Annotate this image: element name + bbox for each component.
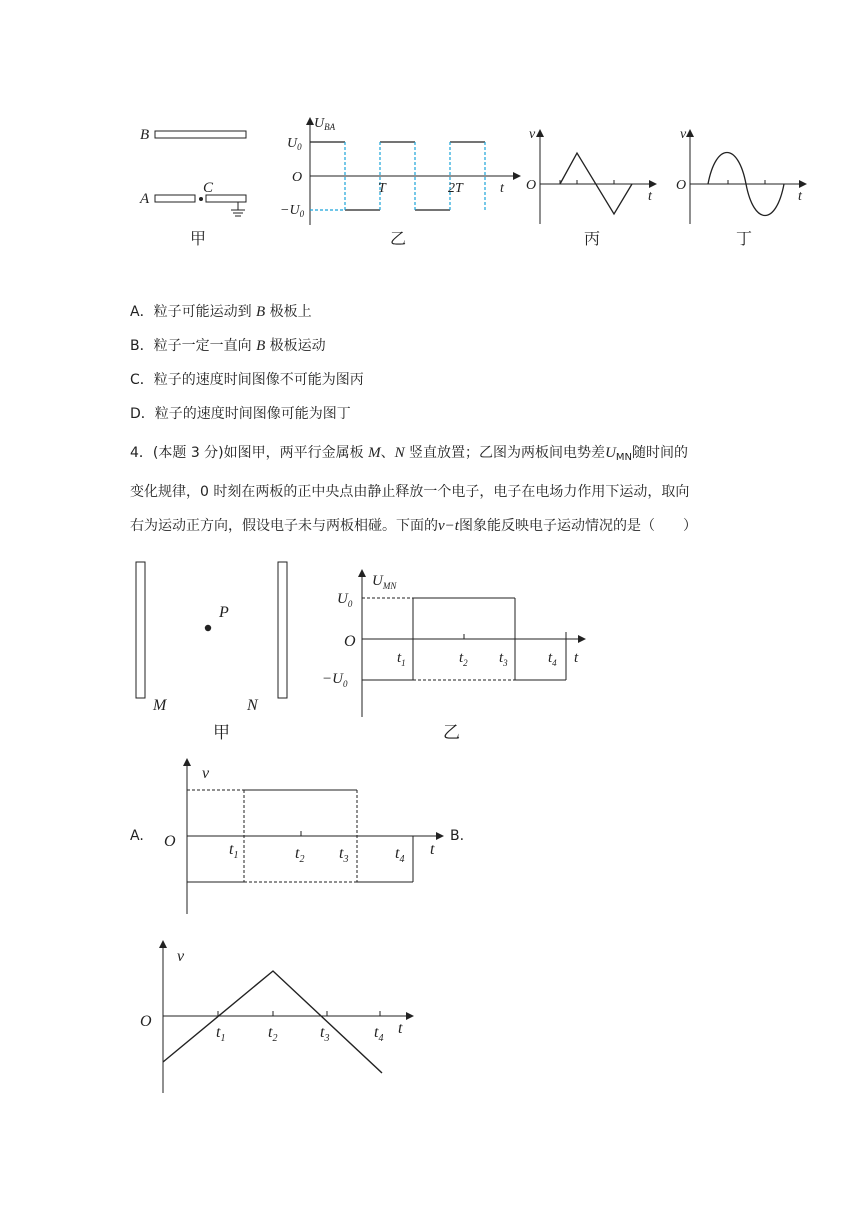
question-4-line1: 4．(本题 3 分)如图甲，两平行金属板 M、N 竖直放置；乙图为两板间电势差$U_{MN}$随时间的 xyxy=(130,445,689,463)
question-4-line3: 右为运动正方向，假设电子未与两板相碰。下面的v−t图象能反映电子运动情况的是（ ） xyxy=(130,518,697,534)
answer-b-v: v xyxy=(177,948,185,965)
answer-a-label[interactable]: A. xyxy=(130,828,144,844)
answer-a-origin: O xyxy=(164,833,176,850)
plate-b-label: B xyxy=(140,127,150,143)
ding-origin: O xyxy=(676,178,687,193)
bing-origin: O xyxy=(526,178,537,193)
answer-b-t4: $t_4$ xyxy=(374,1024,384,1044)
m-label: M xyxy=(153,697,167,714)
tick-2T: 2T xyxy=(448,181,463,196)
bing-v: v xyxy=(529,127,536,142)
neg-u0-label: $-U_0$ xyxy=(280,203,305,219)
ding-v: v xyxy=(680,127,687,142)
p-label: P xyxy=(219,604,229,621)
plate-c xyxy=(206,195,246,202)
q4-t1: $t_1$ xyxy=(397,650,406,668)
bing-t: t xyxy=(648,189,652,204)
answer-b-t2: $t_2$ xyxy=(268,1024,278,1044)
answer-a-t3: $t_3$ xyxy=(339,845,349,865)
answer-a-v: v xyxy=(202,765,210,782)
option-c: C．粒子的速度时间图像不可能为图丙 xyxy=(130,372,364,388)
q4-t3: $t_3$ xyxy=(499,650,508,668)
ding-figure xyxy=(676,127,806,248)
answer-b-t3: $t_3$ xyxy=(320,1024,330,1044)
answer-a-t2: $t_2$ xyxy=(295,845,305,865)
plates-figure xyxy=(139,127,246,248)
plate-b xyxy=(155,131,246,138)
q4-yi-figure xyxy=(322,570,585,743)
ylabel-u: $U_{BA}$ xyxy=(314,116,336,132)
answer-b-t1: $t_1$ xyxy=(216,1024,226,1044)
q4-t-axis: t xyxy=(574,650,579,666)
answer-b-label[interactable]: B. xyxy=(450,828,465,844)
caption-yi: 乙 xyxy=(390,229,407,248)
q4-t2: $t_2$ xyxy=(459,650,468,668)
option-b: B．粒子一定一直向 B 极板运动 xyxy=(130,338,326,354)
plate-m xyxy=(136,562,145,698)
figures-row xyxy=(0,0,860,260)
q4-caption-jia: 甲 xyxy=(213,723,230,743)
answer-a-t: t xyxy=(430,841,435,858)
q4-t4: $t_4$ xyxy=(548,650,557,668)
q4-figures xyxy=(0,550,860,750)
plate-a-label: A xyxy=(140,191,150,207)
q4-origin: O xyxy=(344,633,356,650)
caption-jia: 甲 xyxy=(190,229,207,248)
square-wave-figure xyxy=(280,116,520,248)
option-d: D．粒子的速度时间图像可能为图丁 xyxy=(130,406,351,422)
answer-a-t1: $t_1$ xyxy=(229,841,239,861)
answer-b-graph xyxy=(130,935,430,1100)
n-label: N xyxy=(247,697,258,714)
tick-T: T xyxy=(378,181,386,196)
point-c-label: C xyxy=(203,180,214,196)
plate-n xyxy=(278,562,287,698)
q4-neg-u0: $-U_0$ xyxy=(322,671,348,689)
point-p xyxy=(205,625,211,631)
answer-b-t: t xyxy=(398,1020,403,1037)
bing-figure xyxy=(526,127,656,248)
answer-a-t4: $t_4$ xyxy=(395,845,405,865)
q4-ylabel: $U_{MN}$ xyxy=(372,573,397,591)
answer-b-origin: O xyxy=(140,1013,152,1030)
q4-u0: $U_0$ xyxy=(337,591,353,609)
option-a: A．粒子可能运动到 B 极板上 xyxy=(130,304,312,320)
caption-ding: 丁 xyxy=(736,229,753,248)
x-label-t: t xyxy=(500,181,504,196)
ding-t: t xyxy=(798,189,802,204)
u0-label: $U_0$ xyxy=(287,136,302,152)
answer-b-curve xyxy=(163,971,382,1073)
q4-caption-yi: 乙 xyxy=(443,723,460,743)
q4-jia-figure xyxy=(136,562,287,743)
plate-a xyxy=(155,195,195,202)
answer-a-graph xyxy=(150,752,470,922)
origin-label: O xyxy=(292,170,303,185)
particle-dot xyxy=(199,197,203,201)
question-4-line2: 变化规律，0 时刻在两板的正中央点由静止释放一个电子，电子在电场力作用下运动，取向 xyxy=(130,484,690,500)
caption-bing: 丙 xyxy=(584,229,601,248)
